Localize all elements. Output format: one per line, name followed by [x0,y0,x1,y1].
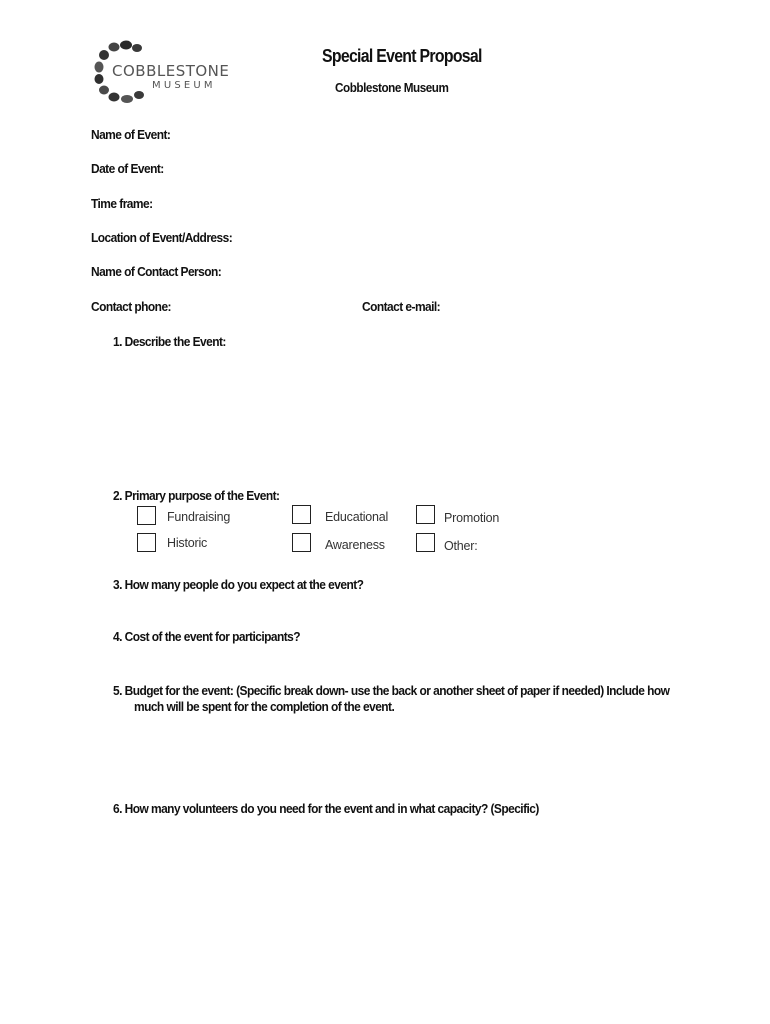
question-6: 6. How many volunteers do you need for the event and in what capacity? (Specific) [113,801,539,816]
other-checkbox[interactable] [416,533,435,552]
historic-checkbox[interactable] [137,533,156,552]
promotion-label: Promotion [444,511,500,525]
fundraising-label: Fundraising [167,510,231,524]
historic-label: Historic [167,536,208,550]
awareness-checkbox[interactable] [292,533,311,552]
question-1: 1. Describe the Event: [113,334,226,349]
location-label: Location of Event/Address: [91,230,233,245]
question-5-line2: much will be spent for the completion of the event. [134,699,395,714]
question-2: 2. Primary purpose of the Event: [113,488,280,503]
page-title: Special Event Proposal [322,46,482,66]
question-5-line1: 5. Budget for the event: (Specific break down- use the back or another sheet of paper if needed) Include how [113,683,670,698]
educational-checkbox[interactable] [292,505,311,524]
fundraising-checkbox[interactable] [137,506,156,525]
awareness-label: Awareness [325,538,385,552]
contact-person-label: Name of Contact Person: [91,264,222,279]
name-of-event-label: Name of Event: [91,127,171,142]
date-of-event-label: Date of Event: [91,161,164,176]
time-frame-label: Time frame: [91,196,153,211]
logo-line2: MUSEUM [152,80,216,91]
educational-label: Educational [325,510,389,524]
promotion-checkbox[interactable] [416,505,435,524]
other-label: Other: [444,539,478,553]
contact-phone-label: Contact phone: [91,299,171,314]
contact-email-label: Contact e-mail: [362,299,441,314]
logo-line1: COBBLESTONE [112,62,230,80]
question-4: 4. Cost of the event for participants? [113,629,301,644]
cobblestone-logo [90,38,240,108]
page-subtitle: Cobblestone Museum [335,80,449,95]
question-3: 3. How many people do you expect at the event? [113,577,364,592]
